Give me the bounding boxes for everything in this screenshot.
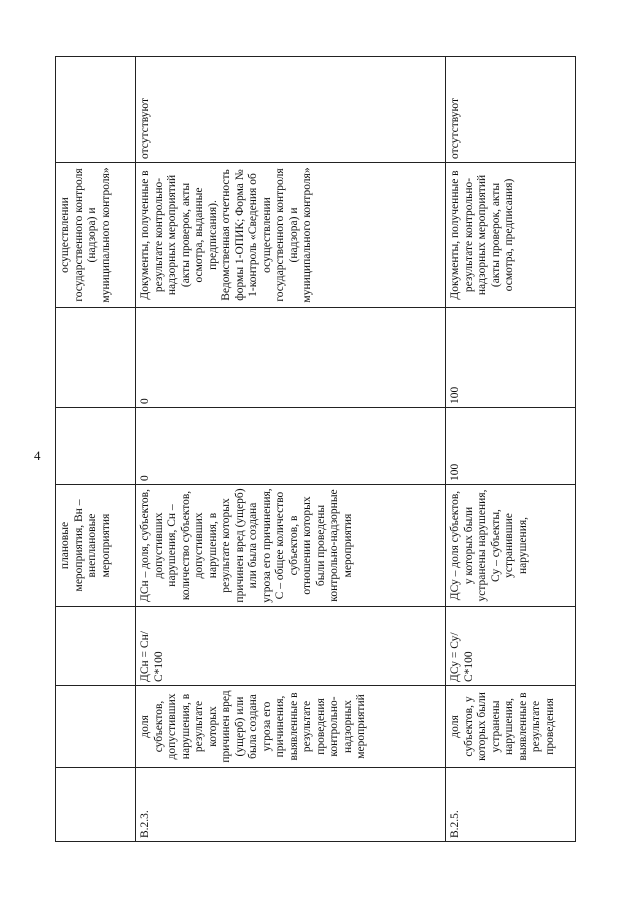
cell-definitions: ДСу – доля субъектов, у которых были устранены нарушения, Су – субъекты, устранившие нарушения, [446, 485, 576, 607]
rotated-table-region [55, 57, 575, 842]
cell-responsible [56, 57, 136, 163]
cell-definitions: плановые мероприятия, Вн – внеплановые мероприятия [56, 485, 136, 607]
cell-base-value: 100 [446, 408, 576, 485]
cell-target-value: 100 [446, 308, 576, 408]
cell-target-value: 0 [136, 308, 446, 408]
cell-base-value [56, 408, 136, 485]
cell-definitions: ДСн – доля, субъектов, допустивших нарушения, Сн – количество субъектов, допустивших нарушения, в результате которых причинен вред (ущерб) или была создана угроза его причинения, С – общее количество субъектов, в отношении которых были проведены контрольно-надзорные мероприятия [136, 485, 446, 607]
cell-name: доля субъектов, допустивших нарушения, в результате которых причинен вред (ущерб) или была создана угроза его причинения, выявленные в результате проведения контрольно-надзорных мероприятий [136, 686, 446, 768]
cell-formula: ДСу = Су/С*100 [446, 607, 576, 686]
cell-source: осуществлении государственного контроля (надзора) и муниципального контроля» [56, 163, 136, 308]
cell-code: В.2.5. [446, 768, 576, 842]
cell-responsible: отсутствуют [446, 57, 576, 163]
table-row [56, 57, 136, 842]
cell-code: В.2.3. [136, 768, 446, 842]
cell-target-value [56, 308, 136, 408]
cell-responsible: отсутствуют [136, 57, 446, 163]
cell-code [56, 768, 136, 842]
cell-formula [56, 607, 136, 686]
table-row [136, 57, 446, 842]
cell-name [56, 686, 136, 768]
indicators-table [55, 56, 576, 842]
cell-source: Документы, полученные в результате контрольно-надзорных мероприятий (акты проверок, акты осмотра, предписания) [446, 163, 576, 308]
page-number: 4 [34, 448, 41, 463]
cell-formula: ДСн = Сн/С*100 [136, 607, 446, 686]
cell-base-value: 0 [136, 408, 446, 485]
table-row [446, 57, 576, 842]
cell-name: доля субъектов, у которых были устранены нарушения, выявленные в результате проведения [446, 686, 576, 768]
cell-source: Документы, полученные в результате контрольно-надзорных мероприятий (акты проверок, акты осмотра, выданные предписания). Ведомственная отчетность формы 1-ОПИК; Форма № 1-контроль «Сведения об осуществлении государственного контроля (надзора) и муниципального контроля» [136, 163, 446, 308]
